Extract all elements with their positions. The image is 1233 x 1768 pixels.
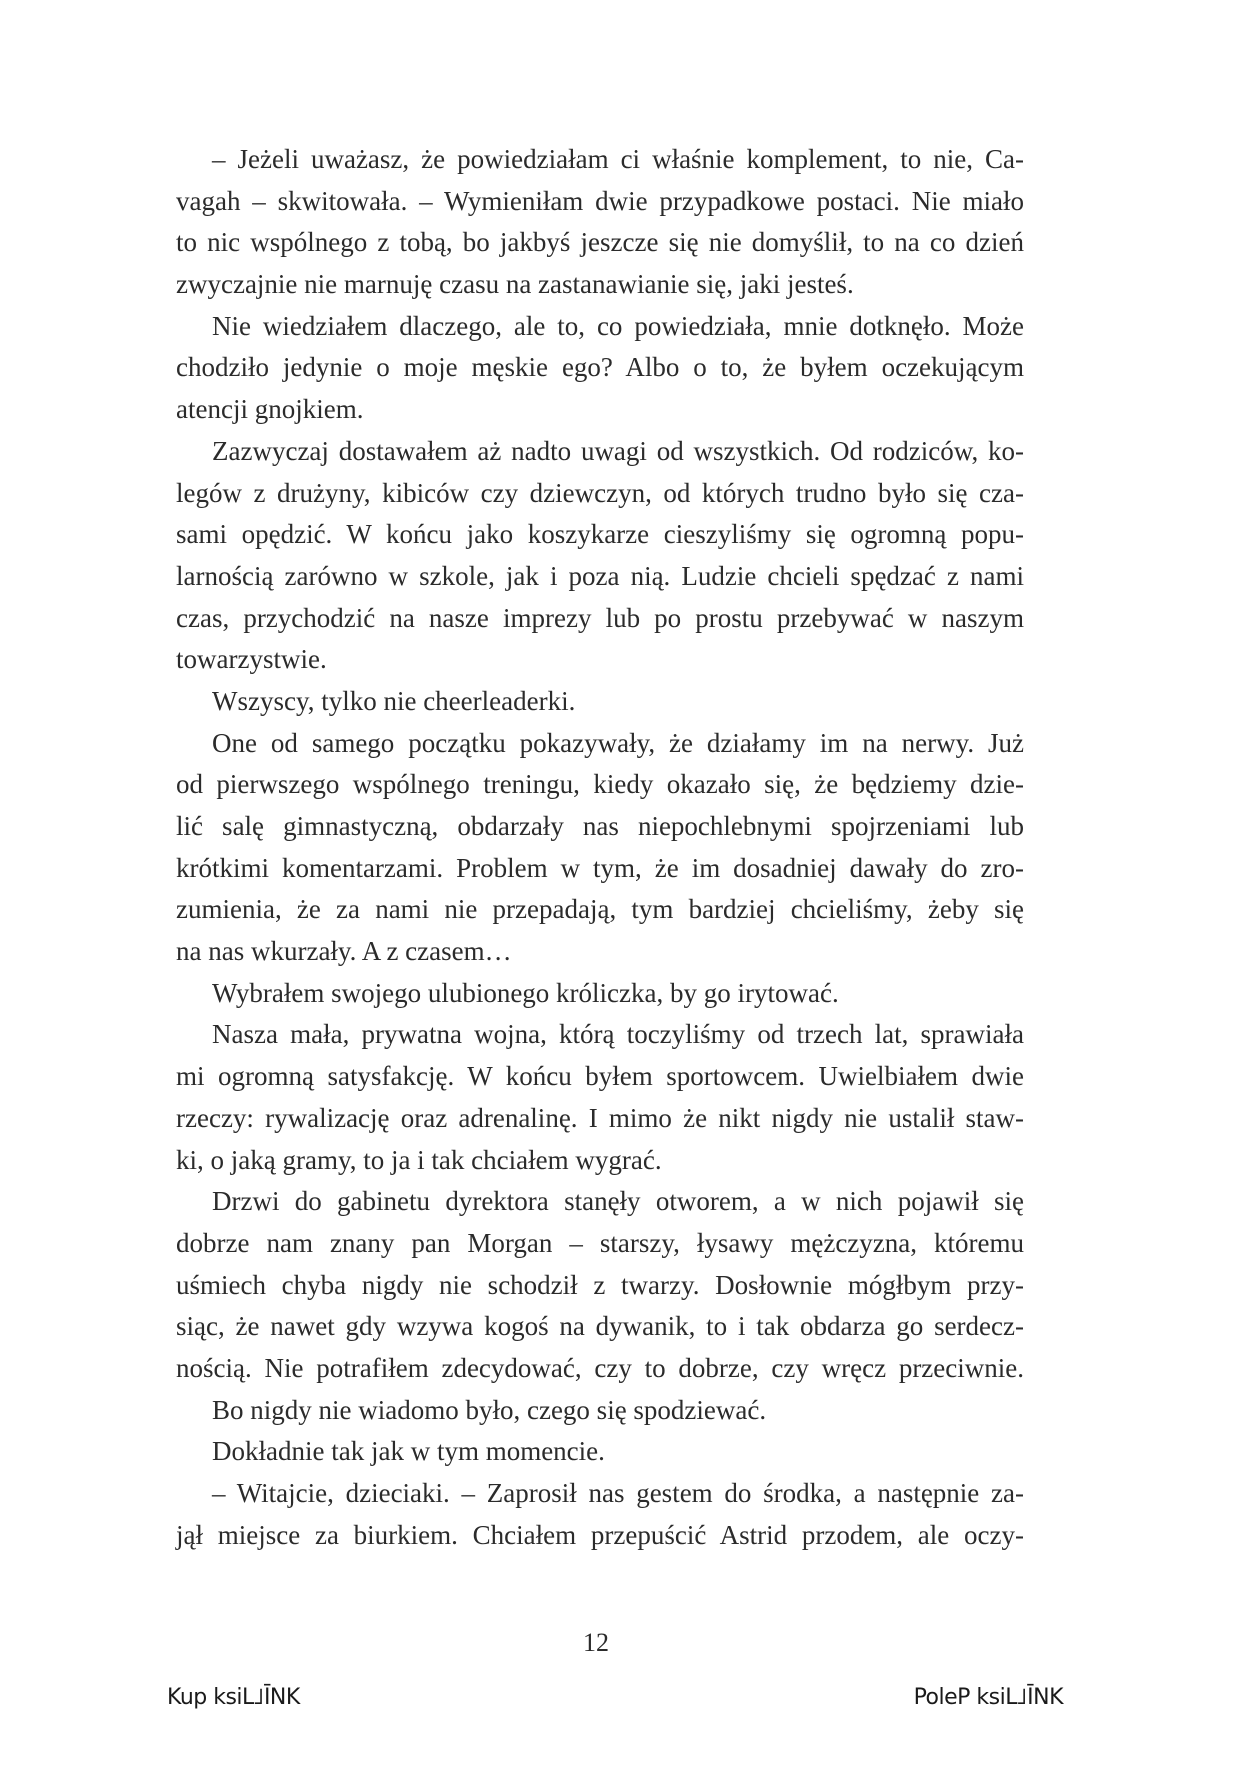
text-line: zumienia, że za nami nie przepadają, tym bardziej chcieliśmy, żeby się: [176, 894, 1024, 925]
text-line: larnością zarówno w szkole, jak i poza nią. Ludzie chcieli spędzać z nami: [176, 560, 1024, 591]
text-line: dobrze nam znany pan Morgan – starszy, łysawy mężczyzna, któremu: [176, 1227, 1024, 1258]
text-line: Wszyscy, tylko nie cheerleaderki.: [212, 685, 576, 716]
text-line: One od samego początku pokazywały, że działamy im na nerwy. Już: [212, 727, 1024, 758]
text-line: mi ogromną satysfakcję. W końcu byłem sportowcem. Uwielbiałem dwie: [176, 1061, 1024, 1092]
text-line: to nic wspólnego z tobą, bo jakbyś jeszcze się nie domyślił, to na co dzień: [176, 227, 1024, 258]
page-body: [176, 139, 1024, 1556]
text-line: – Jeżeli uważasz, że powiedziałam ci właśnie komplement, to nie, Ca-: [212, 144, 1024, 174]
text-line: krótkimi komentarzami. Problem w tym, że im dosadniej dawały do zro-: [176, 852, 1024, 883]
text-line: zwyczajnie nie marnuję czasu na zastanawianie się, jaki jesteś.: [176, 269, 854, 300]
text-line: – Witajcie, dzieciaki. – Zaprosił nas gestem do środka, a następnie za-: [212, 1478, 1024, 1508]
text-line: nością. Nie potrafiłem zdecydować, czy to dobrze, czy wręcz przeciwnie.: [176, 1352, 1024, 1383]
text-line: ki, o jaką gramy, to ja i tak chciałem wygrać.: [176, 1144, 662, 1175]
text-line: Bo nigdy nie wiadomo było, czego się spodziewać.: [212, 1394, 767, 1425]
text-line: jął miejsce za biurkiem. Chciałem przepuścić Astrid przodem, ale oczy-: [176, 1519, 1024, 1550]
text-line: vagah – skwitowała. – Wymieniłam dwie przypadkowe postaci. Nie miało: [176, 185, 1024, 216]
text-line: lić salę gimnastyczną, obdarzały nas niepochlebnymi spojrzeniami lub: [176, 811, 1024, 841]
text-line: uśmiech chyba nigdy nie schodził z twarzy. Dosłownie mógłbym przy-: [176, 1269, 1024, 1300]
text-line: chodziło jedynie o moje męskie ego? Albo o to, że byłem oczekującym: [176, 352, 1024, 383]
text-line: rzeczy: rywalizację oraz adrenalinę. I mimo że nikt nigdy nie ustalił staw-: [176, 1102, 1024, 1133]
text-line: sami opędzić. W końcu jako koszykarze cieszyliśmy się ogromną popu-: [176, 519, 1024, 550]
text-line: Drzwi do gabinetu dyrektora stanęły otworem, a w nich pojawił się: [212, 1186, 1024, 1217]
text-line: na nas wkurzały. A z czasem…: [176, 936, 512, 967]
text-line: czas, przychodzić na nasze imprezy lub po prostu przebywać w naszym: [176, 602, 1024, 633]
text-line: Zazwyczaj dostawałem aż nadto uwagi od wszystkich. Od rodziców, ko-: [212, 435, 1024, 466]
text-line: Nasza mała, prywatna wojna, którą toczyliśmy od trzech lat, sprawiała: [212, 1019, 1024, 1050]
text-line: Dokładnie tak jak w tym momencie.: [212, 1436, 605, 1467]
buy-book-link[interactable]: Kup ksiLࡋĪNK: [167, 1685, 300, 1710]
text-line: siąc, że nawet gdy wzywa kogoś na dywanik, to i tak obdarza go serdecz-: [176, 1311, 1024, 1342]
text-line: Wybrałem swojego ulubionego króliczka, by go irytować.: [212, 977, 839, 1008]
text-line: Nie wiedziałem dlaczego, ale to, co powiedziała, mnie dotknęło. Może: [212, 310, 1024, 341]
text-line: od pierwszego wspólnego treningu, kiedy okazało się, że będziemy dzie-: [176, 769, 1024, 800]
text-line: towarzystwie.: [176, 644, 327, 675]
page-number: 12: [583, 1628, 609, 1657]
recommend-book-link[interactable]: PoleP ksiLࡋĪNK: [913, 1685, 1063, 1710]
text-line: atencji gnojkiem.: [176, 394, 364, 425]
text-line: legów z drużyny, kibiców czy dziewczyn, od których trudno było się cza-: [176, 477, 1024, 508]
